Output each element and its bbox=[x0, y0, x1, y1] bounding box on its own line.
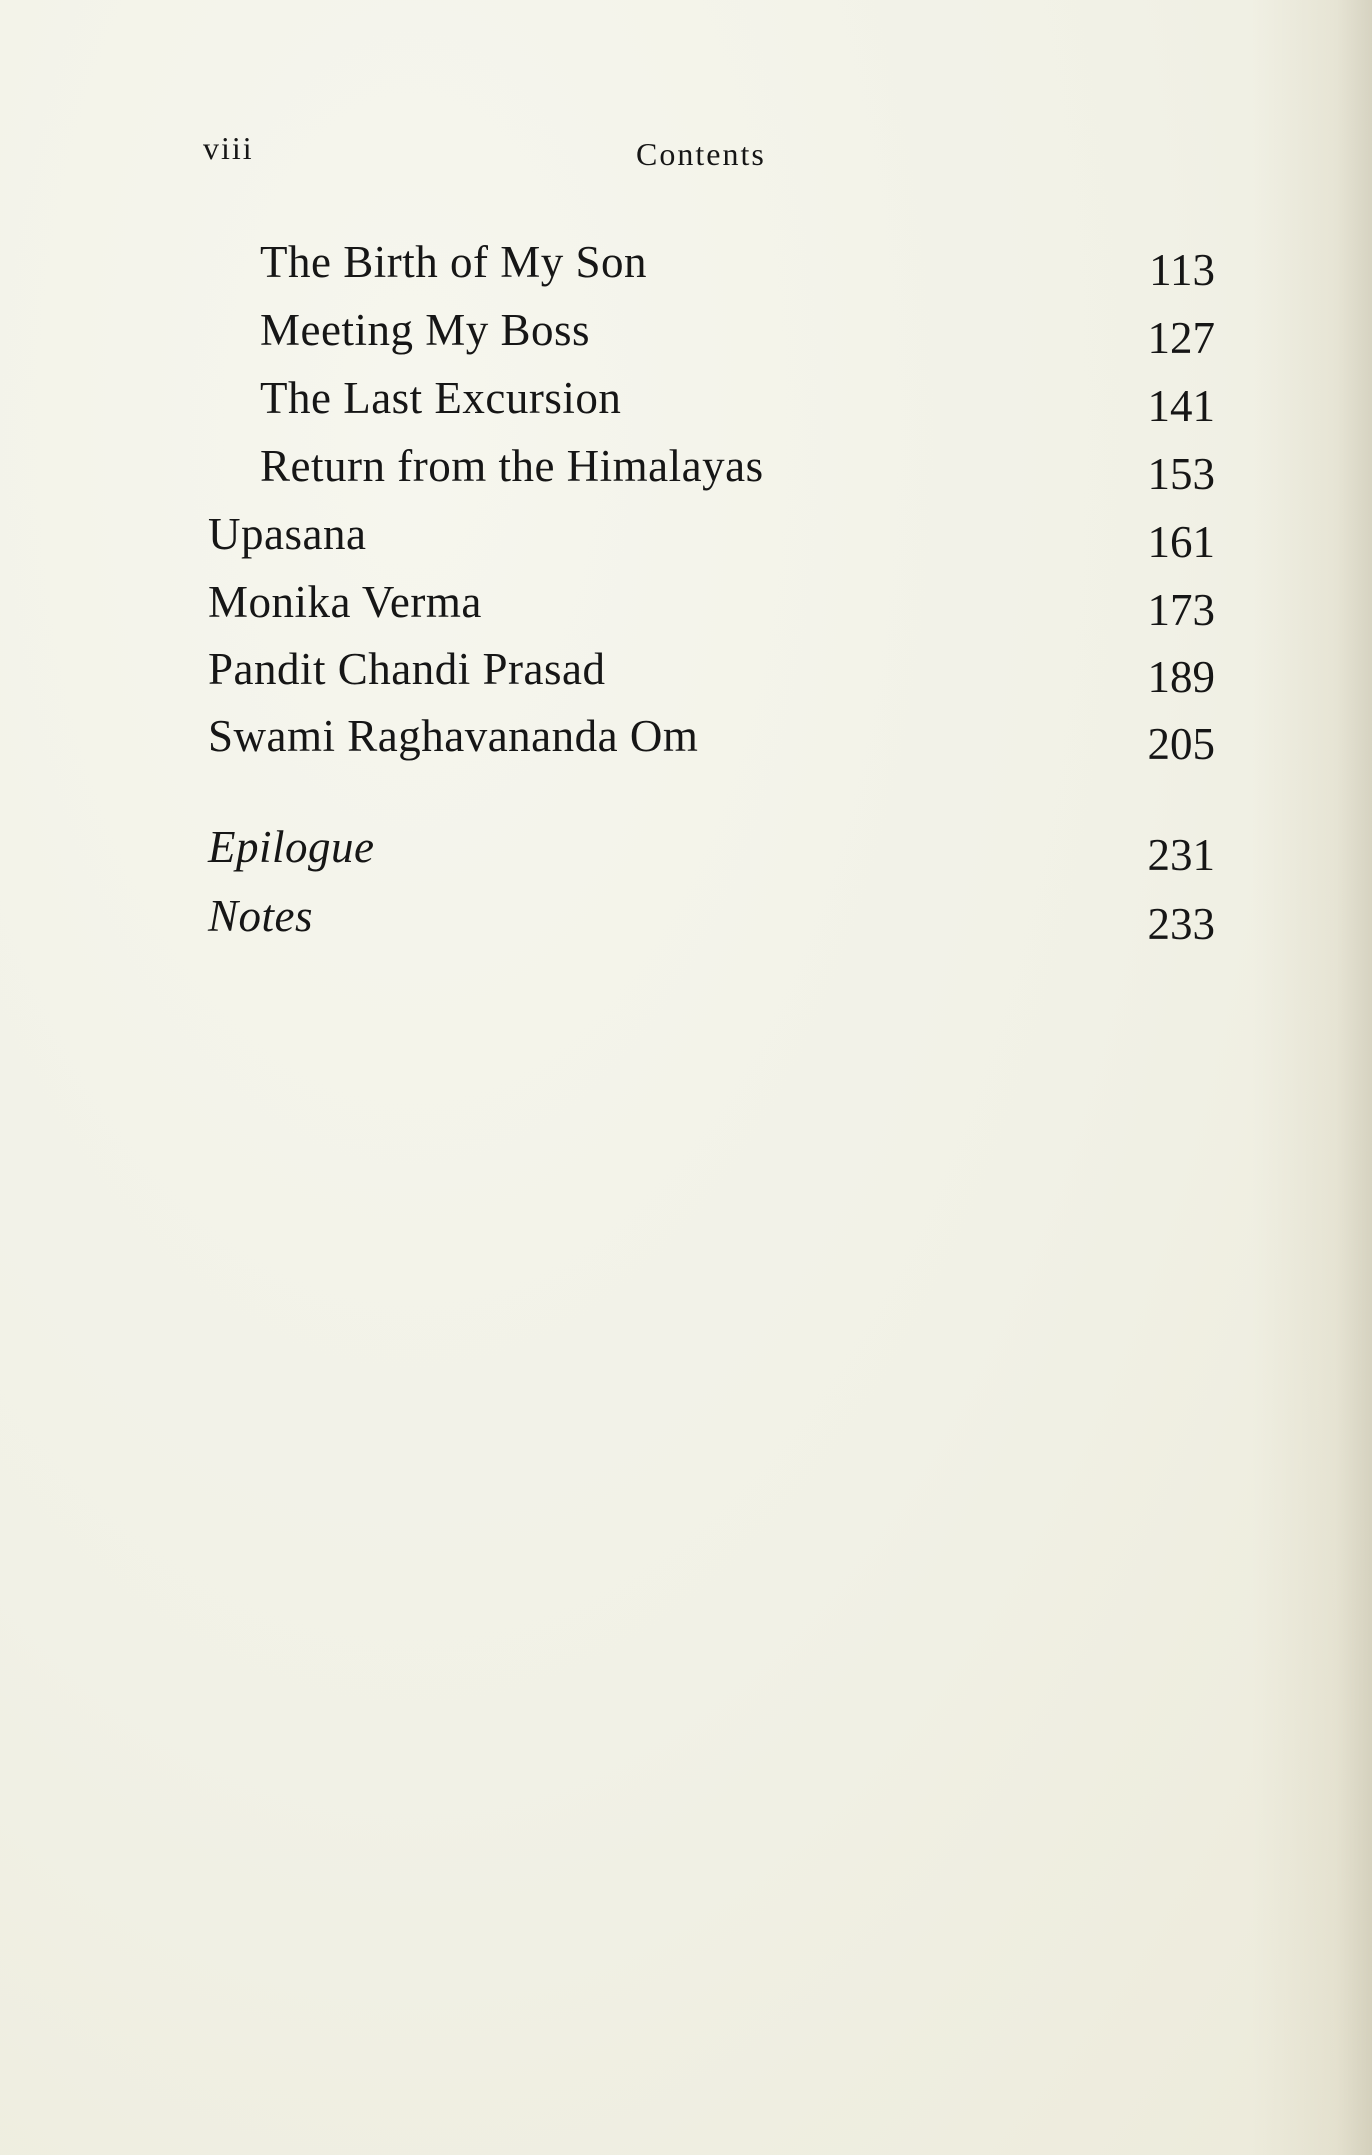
toc-entry-title: Notes bbox=[208, 891, 314, 941]
page-edge-shadow bbox=[1252, 0, 1372, 2155]
toc-subentry bbox=[260, 440, 1215, 499]
toc-entry-title: The Birth of My Son bbox=[260, 237, 647, 287]
toc-entry-title: Return from the Himalayas bbox=[260, 441, 764, 491]
page-folio: viii bbox=[203, 130, 254, 166]
toc-entry-title: Upasana bbox=[208, 509, 367, 559]
toc-entry-title: Epilogue bbox=[208, 822, 375, 872]
toc-subentry bbox=[260, 236, 1215, 295]
toc-entry-page: 189 bbox=[1147, 652, 1215, 702]
toc-entry-title: The Last Excursion bbox=[260, 373, 622, 423]
toc-entry bbox=[208, 508, 1215, 567]
toc-entry-title: Pandit Chandi Prasad bbox=[208, 644, 606, 694]
toc-entry-page: 205 bbox=[1147, 719, 1215, 769]
toc-entry-page: 113 bbox=[1149, 245, 1215, 295]
toc-entry-page: 161 bbox=[1147, 517, 1215, 567]
toc-subentry bbox=[260, 304, 1215, 363]
toc-entry-page: 173 bbox=[1147, 585, 1215, 635]
toc-entry-page: 127 bbox=[1147, 313, 1215, 363]
toc-entry bbox=[208, 710, 1215, 769]
toc-entry-page: 231 bbox=[1147, 830, 1215, 880]
toc-entry bbox=[208, 643, 1215, 702]
toc-entry-page: 233 bbox=[1147, 899, 1215, 949]
running-head-title: Contents bbox=[636, 136, 766, 172]
toc-entry-page: 153 bbox=[1147, 449, 1215, 499]
toc-back-matter-entry bbox=[208, 821, 1215, 880]
running-head bbox=[203, 130, 1195, 180]
toc-entry-title: Meeting My Boss bbox=[260, 305, 591, 355]
toc-entry-page: 141 bbox=[1147, 381, 1215, 431]
toc-entry bbox=[208, 576, 1215, 635]
toc-entry-title: Swami Raghavananda Om bbox=[208, 711, 699, 761]
toc-subentry bbox=[260, 372, 1215, 431]
toc-entry-title: Monika Verma bbox=[208, 577, 482, 627]
toc-back-matter-entry bbox=[208, 890, 1215, 949]
